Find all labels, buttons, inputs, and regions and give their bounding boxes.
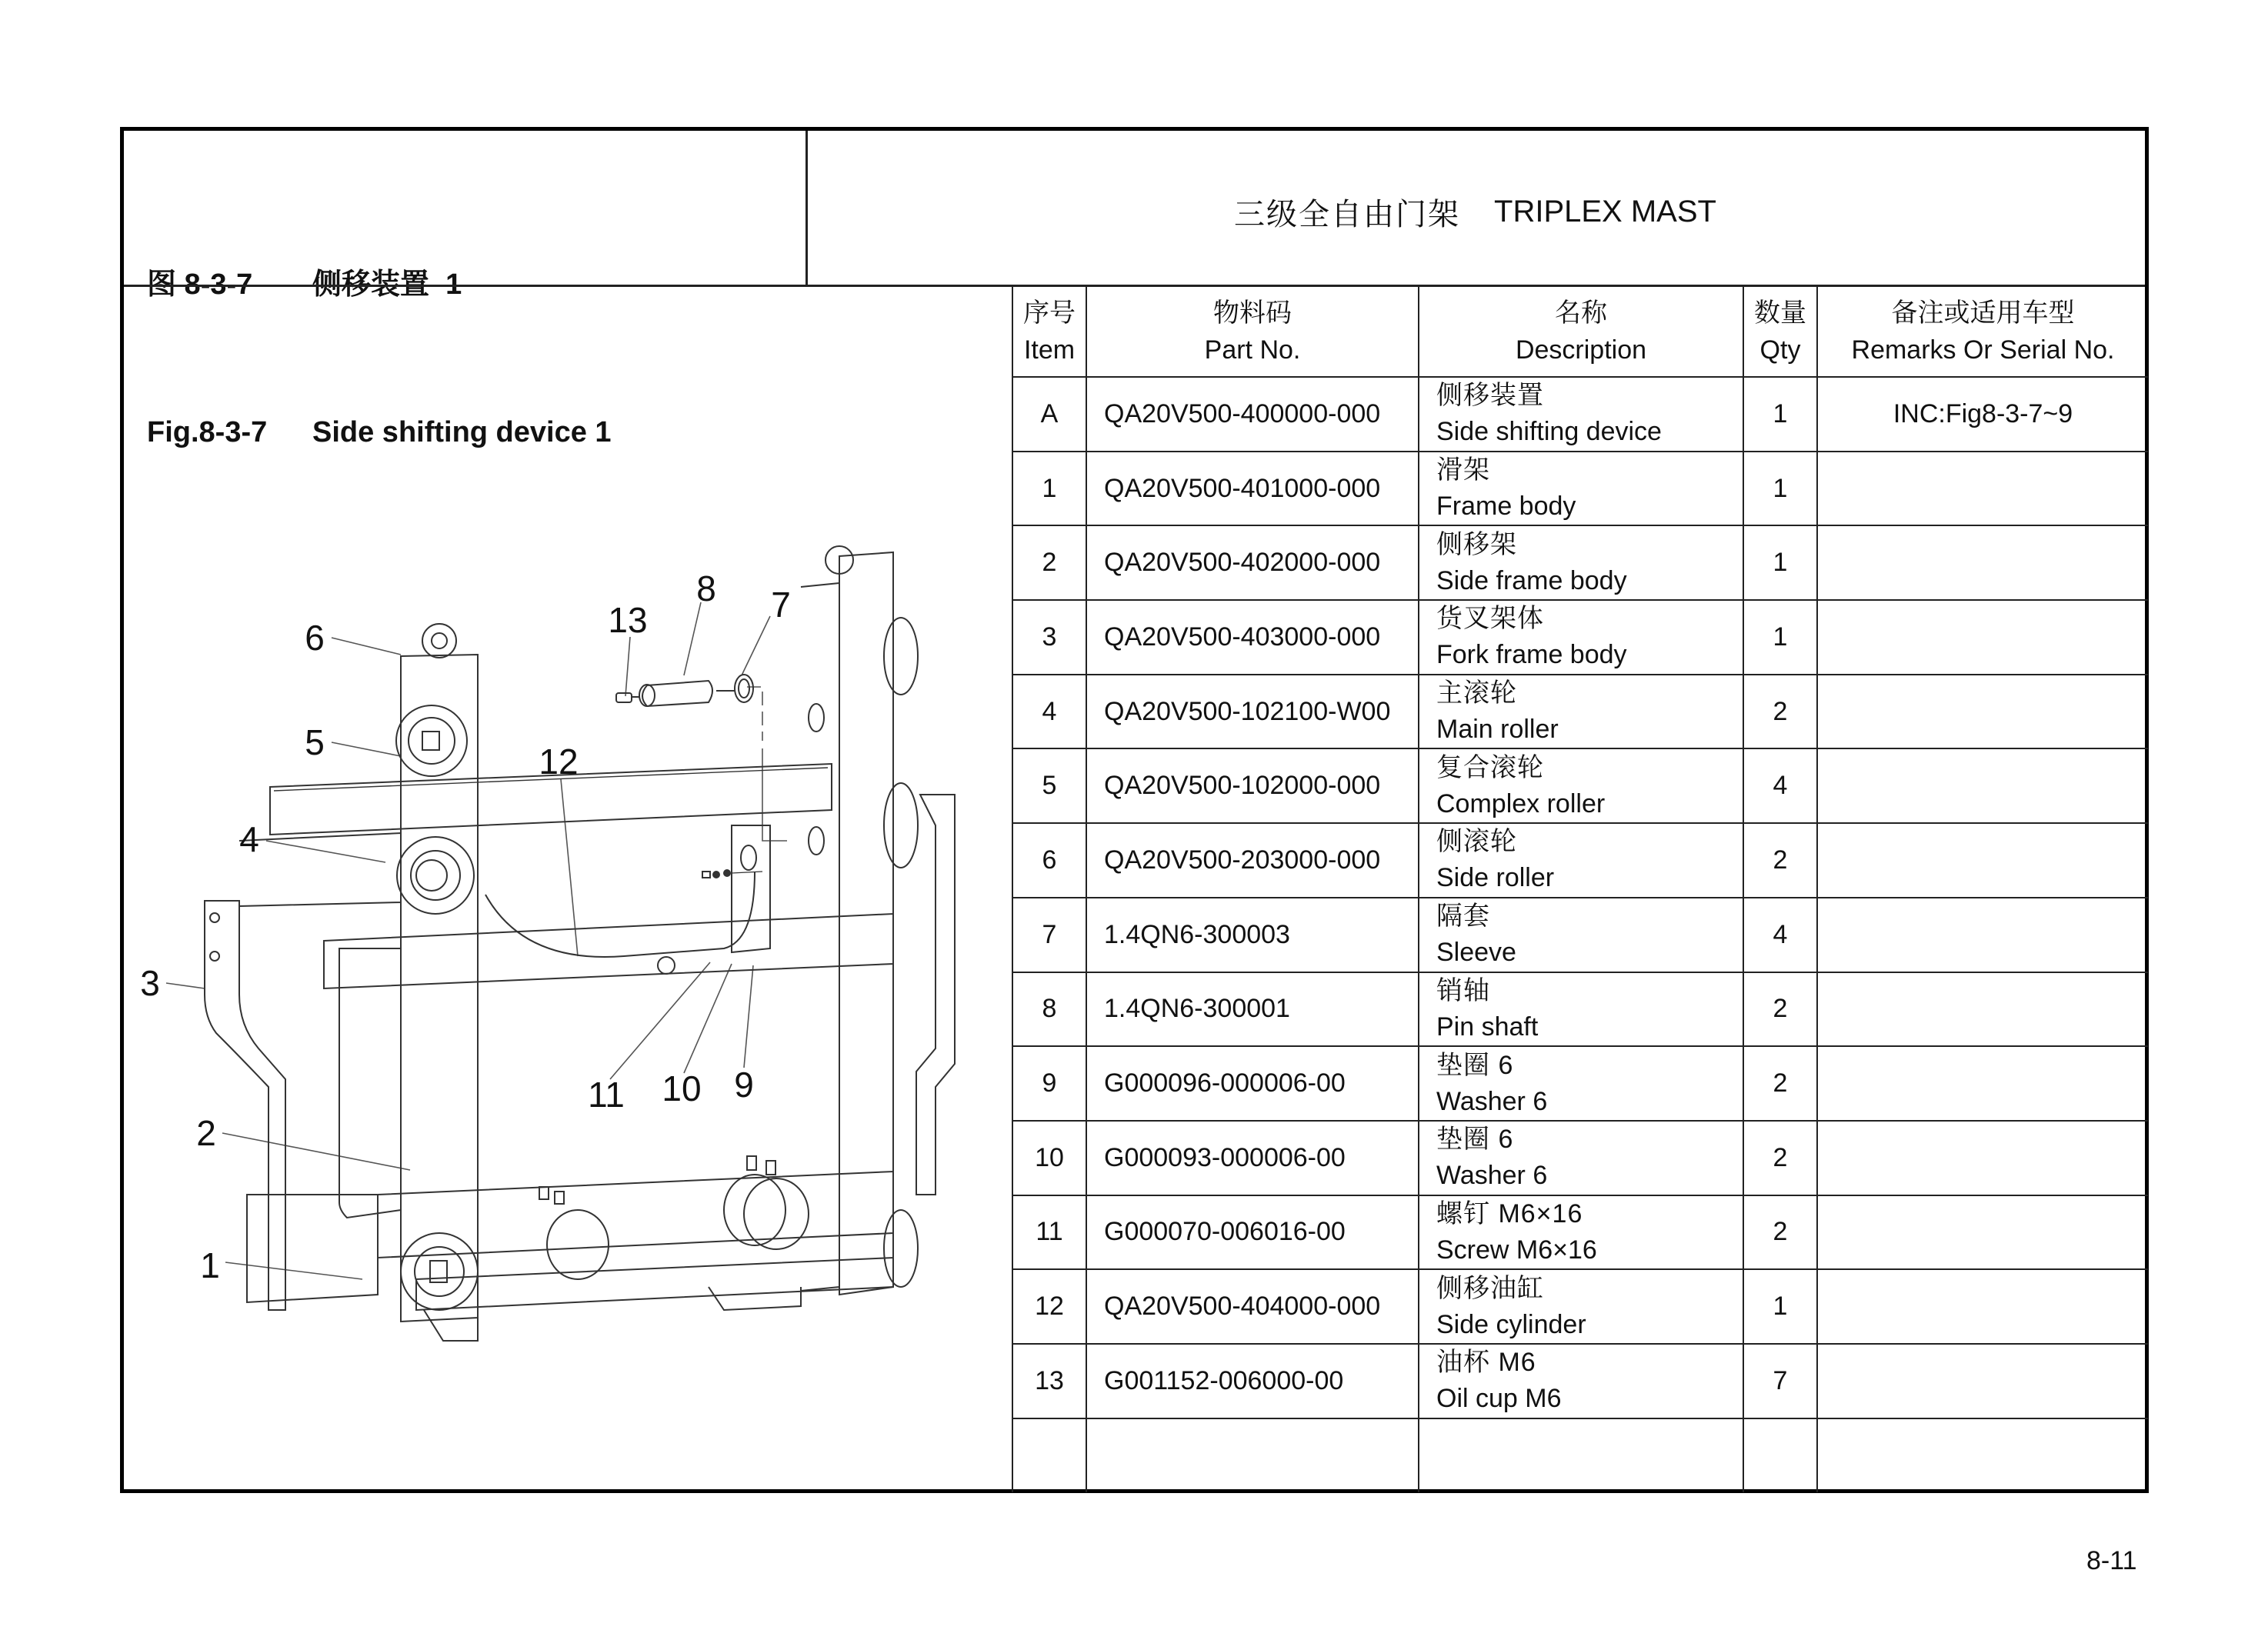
cell-remarks [1817,1046,2148,1121]
description-zh: 侧移架 [1436,529,1517,559]
description-en: Washer 6 [1436,1161,1548,1191]
description-en: Frame body [1436,492,1576,522]
cell-part-no: QA20V500-404000-000 [1086,1269,1419,1344]
description-en: Pin shaft [1436,1012,1539,1042]
cell-part-no: 1.4QN6-300003 [1086,898,1419,972]
description-en: Screw M6×16 [1436,1235,1597,1265]
col-header-remarks: 备注或适用车型 Remarks Or Serial No. [1817,287,2148,377]
cell-description [1419,1418,1743,1493]
cell-item [1012,1418,1086,1493]
cell-description [1419,377,1743,452]
table-row [1012,452,2148,526]
table-row [1012,1046,2148,1121]
cell-qty: 4 [1743,748,1817,823]
table-row [1012,823,2148,898]
table-row [1012,600,2148,675]
callout-12: 12 [539,742,579,782]
description-en: Oil cup M6 [1436,1384,1562,1414]
cell-remarks [1817,1269,2148,1344]
page-number: 8-11 [2086,1546,2137,1575]
exploded-diagram [124,287,1012,1493]
callout-4: 4 [239,819,259,859]
cell-part-no: G001152-006000-00 [1086,1344,1419,1418]
description-zh: 螺钉 M6×16 [1436,1198,1583,1228]
cell-part-no: QA20V500-102100-W00 [1086,675,1419,749]
cell-description [1419,823,1743,898]
cell-remarks [1817,600,2148,675]
cell-item: 11 [1012,1195,1086,1270]
cell-qty: 2 [1743,1046,1817,1121]
figure-title-zh: 侧移装置 1 [312,268,462,301]
cell-description [1419,1046,1743,1121]
description-en: Sleeve [1436,938,1516,968]
cell-remarks [1817,1418,2148,1493]
description-zh: 垫圈 6 [1436,1125,1514,1155]
description-zh: 侧移装置 [1436,381,1544,411]
cell-item: 5 [1012,748,1086,823]
table-row [1012,675,2148,749]
cell-description [1419,1344,1743,1418]
parts-table [1012,287,2148,1492]
cell-description [1419,748,1743,823]
cell-remarks [1817,525,2148,600]
cell-part-no [1086,1418,1419,1493]
cell-qty: 2 [1743,1121,1817,1195]
cell-part-no: QA20V500-403000-000 [1086,600,1419,675]
col-header-description: 名称 Description [1419,287,1743,377]
description-zh: 复合滚轮 [1436,752,1544,782]
cell-part-no: 1.4QN6-300001 [1086,972,1419,1047]
description-zh: 垫圈 6 [1436,1050,1514,1080]
table-row [1012,1344,2148,1418]
cell-item: 2 [1012,525,1086,600]
cell-description [1419,898,1743,972]
callout-6: 6 [305,618,325,658]
cell-remarks: INC:Fig8-3-7~9 [1817,377,2148,452]
description-zh: 油杯 M6 [1436,1348,1536,1378]
cell-description [1419,1195,1743,1270]
description-en: Main roller [1436,715,1559,745]
callout-7: 7 [771,585,791,625]
callout-13: 13 [608,600,648,640]
figure-label-en: Fig.8-3-7 [147,416,268,448]
table-header-row [1012,287,2148,377]
description-en: Side roller [1436,863,1555,893]
callout-10: 10 [662,1068,702,1108]
cell-part-no: QA20V500-401000-000 [1086,452,1419,526]
cell-part-no: G000096-000006-00 [1086,1046,1419,1121]
cell-description [1419,525,1743,600]
table-row [1012,898,2148,972]
cell-part-no: QA20V500-102000-000 [1086,748,1419,823]
cell-item: 12 [1012,1269,1086,1344]
description-en: Complex roller [1436,788,1606,818]
cell-item: 9 [1012,1046,1086,1121]
table-row [1012,1269,2148,1344]
callout-5: 5 [305,722,325,762]
description-en: Fork frame body [1436,640,1627,670]
description-en: Washer 6 [1436,1086,1548,1116]
description-en: Side frame body [1436,565,1627,595]
cell-part-no: QA20V500-203000-000 [1086,823,1419,898]
cell-description [1419,600,1743,675]
cell-item: 3 [1012,600,1086,675]
cell-part-no: G000070-006016-00 [1086,1195,1419,1270]
cell-qty: 1 [1743,452,1817,526]
mast-title-zh: 三级全自由门架 [1234,197,1461,232]
cell-item: 4 [1012,675,1086,749]
cell-qty: 2 [1743,675,1817,749]
description-zh: 货叉架体 [1436,604,1544,634]
cell-qty: 4 [1743,898,1817,972]
callout-9: 9 [734,1065,754,1105]
description-zh: 侧移油缸 [1436,1273,1544,1303]
description-zh: 滑架 [1436,455,1490,485]
col-header-part-no: 物料码 Part No. [1086,287,1419,377]
cell-qty: 2 [1743,823,1817,898]
cell-item: A [1012,377,1086,452]
cell-remarks [1817,823,2148,898]
cell-remarks [1817,972,2148,1047]
col-header-qty: 数量 Qty [1743,287,1817,377]
callout-1: 1 [200,1245,220,1285]
mast-title [805,131,2145,285]
cell-qty: 2 [1743,1195,1817,1270]
description-zh: 销轴 [1436,975,1490,1005]
cell-qty: 7 [1743,1344,1817,1418]
table-row [1012,748,2148,823]
side-shifter-drawing-icon [124,287,1012,1493]
table-row [1012,1195,2148,1270]
cell-description [1419,1121,1743,1195]
cell-item: 6 [1012,823,1086,898]
cell-qty [1743,1418,1817,1493]
cell-qty: 1 [1743,377,1817,452]
cell-description [1419,452,1743,526]
table-row [1012,1418,2148,1493]
description-zh: 主滚轮 [1436,678,1517,708]
cell-part-no: QA20V500-402000-000 [1086,525,1419,600]
cell-part-no: QA20V500-400000-000 [1086,377,1419,452]
cell-remarks [1817,1344,2148,1418]
table-row [1012,377,2148,452]
callout-11: 11 [588,1075,625,1115]
description-en: Side shifting device [1436,417,1662,447]
cell-item: 10 [1012,1121,1086,1195]
col-header-item: 序号 Item [1012,287,1086,377]
cell-item: 13 [1012,1344,1086,1418]
cell-description [1419,972,1743,1047]
cell-description [1419,1269,1743,1344]
callout-8: 8 [696,568,716,608]
cell-remarks [1817,452,2148,526]
cell-remarks [1817,748,2148,823]
cell-remarks [1817,1121,2148,1195]
mast-title-en: TRIPLEX MAST [1494,194,1716,228]
cell-qty: 1 [1743,1269,1817,1344]
description-zh: 隔套 [1436,902,1490,932]
cell-qty: 1 [1743,600,1817,675]
cell-part-no: G000093-000006-00 [1086,1121,1419,1195]
table-row [1012,1121,2148,1195]
cell-item: 1 [1012,452,1086,526]
cell-description [1419,675,1743,749]
cell-remarks [1817,1195,2148,1270]
cell-remarks [1817,675,2148,749]
description-en: Side cylinder [1436,1309,1586,1339]
table-row [1012,525,2148,600]
callout-3: 3 [140,963,160,1003]
table-row [1012,972,2148,1047]
cell-item: 8 [1012,972,1086,1047]
drawing-frame [120,127,2149,1493]
description-zh: 侧滚轮 [1436,827,1517,857]
cell-remarks [1817,898,2148,972]
cell-qty: 1 [1743,525,1817,600]
cell-qty: 2 [1743,972,1817,1047]
callout-2: 2 [196,1113,216,1153]
figure-title-en: Side shifting device 1 [312,416,612,448]
figure-label-zh: 图 8-3-7 [147,268,253,301]
cell-item: 7 [1012,898,1086,972]
